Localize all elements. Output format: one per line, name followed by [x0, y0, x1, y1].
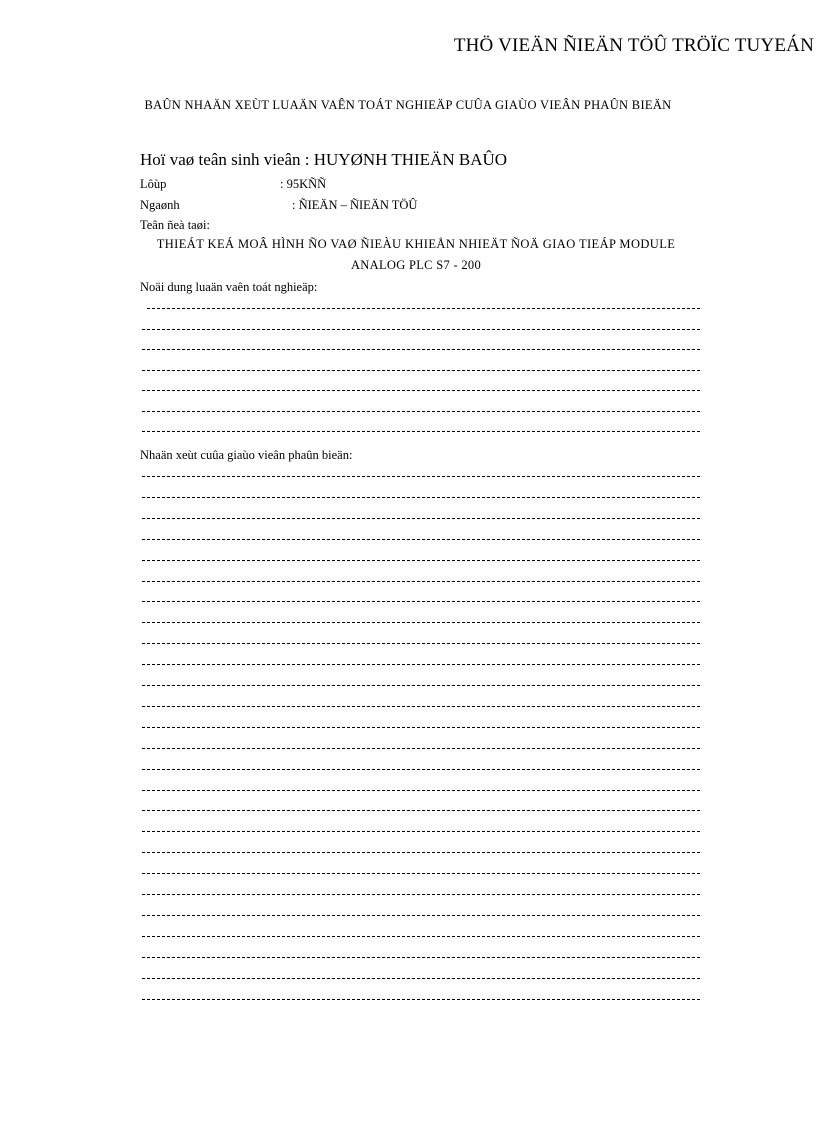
dashed-line — [142, 370, 700, 371]
dashed-line — [142, 539, 700, 540]
student-name-value: HUYØNH THIEÄN BAÛO — [313, 150, 508, 169]
topic-title-line-2: ANALOG PLC S7 - 200 — [350, 258, 481, 272]
review-section-label: Nhaän xeùt cuûa giaùo vieân phaûn bieän: — [140, 448, 353, 462]
dashed-line — [147, 308, 700, 309]
dashed-line — [142, 431, 700, 432]
dashed-line — [142, 727, 700, 728]
dashed-line — [142, 560, 700, 561]
dashed-line — [142, 831, 700, 832]
student-name-line: Hoï vaø teân sinh vieân : HUYØNH THIEÄN BAÛO — [140, 150, 508, 169]
dashed-line — [142, 894, 700, 895]
dashed-line — [142, 411, 700, 412]
dashed-line — [142, 497, 700, 498]
dashed-line — [142, 601, 700, 602]
library-header: THÖ VIEÄN ÑIEÄN TÖÛ TRÖÏC TUYEÁN — [453, 35, 814, 56]
class-line — [140, 178, 326, 191]
major-label: Ngaønh — [140, 198, 180, 212]
dashed-line — [142, 476, 700, 477]
topic-label: Teân ñeà taøi: — [140, 218, 210, 232]
dashed-line — [142, 978, 700, 979]
dashed-line — [142, 915, 700, 916]
document-title: BAÛN NHAÄN XEÙT LUAÄN VAÊN TOÁT NGHIEÄP CUÛA GIAÙO VIEÂN PHAÛN BIEÄN — [144, 98, 672, 112]
class-label: Lôùp — [140, 177, 167, 191]
dashed-line — [142, 329, 700, 330]
dashed-line — [142, 790, 700, 791]
dashed-line — [142, 685, 700, 686]
student-name-label: Hoï vaø teân sinh vieân — [140, 150, 301, 169]
dashed-line — [142, 643, 700, 644]
content-section-label: Noäi dung luaän vaên toát nghieäp: — [140, 280, 318, 294]
dashed-line — [142, 581, 700, 582]
dashed-line — [142, 852, 700, 853]
dashed-line — [142, 622, 700, 623]
major-value: : ÑIEÄN – ÑIEÄN TÖÛ — [292, 198, 418, 212]
topic-title-line-1: THIEÁT KEÁ MOÂ HÌNH ÑO VAØ ÑIEÀU KHIEÅN NHIEÄT ÑOÄ GIAO TIEÁP MODULE — [156, 237, 676, 251]
major-line — [140, 199, 417, 212]
dashed-line — [142, 349, 700, 350]
dashed-line — [142, 957, 700, 958]
dashed-line — [142, 748, 700, 749]
dashed-line — [142, 664, 700, 665]
dashed-line — [142, 936, 700, 937]
dashed-line — [142, 518, 700, 519]
dashed-line — [142, 999, 700, 1000]
class-value: : 95KÑÑ — [280, 177, 327, 191]
dashed-line — [142, 769, 700, 770]
dashed-line — [142, 873, 700, 874]
dashed-line — [142, 810, 700, 811]
dashed-line — [142, 390, 700, 391]
dashed-line — [142, 706, 700, 707]
